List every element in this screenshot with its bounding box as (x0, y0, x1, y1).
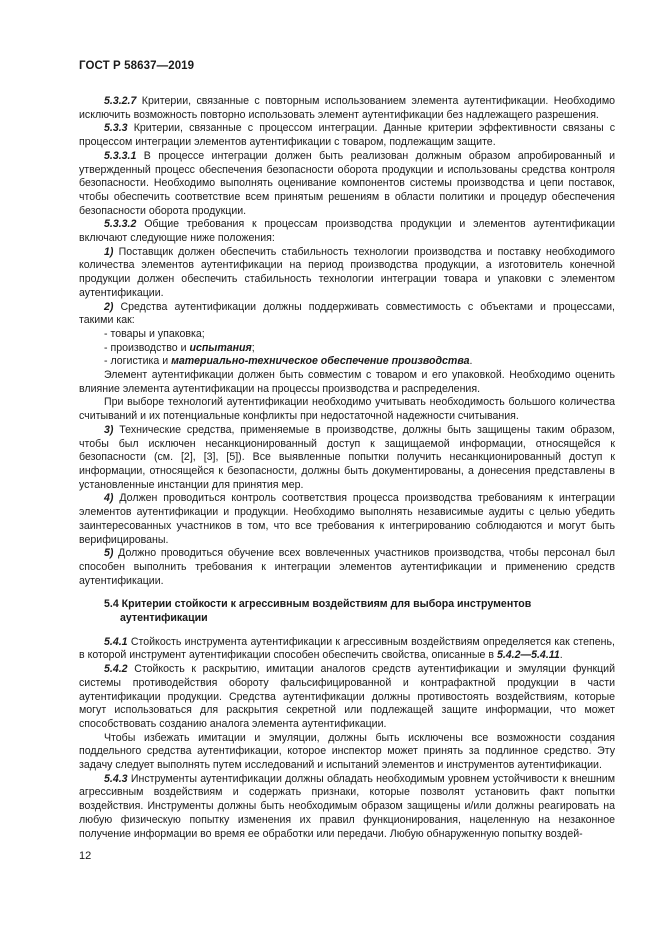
clause-number: 5.3.3 (104, 122, 128, 135)
document-header: ГОСТ Р 58637—2019 (79, 60, 195, 72)
clause-number: 3) (104, 423, 114, 436)
clause-number: 5) (104, 547, 114, 560)
paragraph (79, 424, 615, 493)
paragraph (79, 732, 615, 773)
list-item-text: - товары и упаковка; (104, 327, 205, 340)
clause-reference: 5.4.2—5.4.11 (496, 649, 560, 662)
clause-number: 5.4.3 (104, 772, 128, 785)
document-body (79, 95, 615, 841)
paragraph (79, 663, 615, 732)
paragraph (79, 636, 615, 663)
list-item (79, 342, 615, 356)
clause-number: 5.3.2.7 (104, 95, 137, 107)
paragraph-text: Критерии, связанные с процессом интеграции. Данные критерии эффективности связаны с процессом интеграции элементов аутентификации с товаром, подлежащим защите. (79, 122, 615, 149)
paragraph-text: Чтобы избежать имитации и эмуляции, должны быть исключены все возможности создания поддельного средства аутентификации, которое инспектор может принять за подлинное средство. Эту задачу следует выполнять путем исследований и испытаний элементов и инструментов аутентификации. (79, 731, 615, 772)
clause-number: 5.3.3.2 (104, 218, 137, 231)
paragraph-text: Общие требования к процессам производства продукции и элементов аутентификации включают следующие ниже положения: (79, 218, 615, 245)
paragraph (79, 95, 615, 122)
list-item (79, 355, 615, 369)
list-item-text: ; (251, 341, 255, 354)
clause-number: 5.4.2 (104, 663, 128, 676)
paragraph-text: Критерии, связанные с повторным использованием элемента аутентификации. Необходимо исключить возможность повторно использовать элемент аутентификации без надлежащего разрешения. (79, 95, 615, 121)
section-heading-line: аутентификации (120, 612, 208, 625)
paragraph (79, 773, 615, 842)
paragraph-text: Должно проводиться обучение всех вовлеченных участников производства, чтобы персонал был способен выполнить требования к интеграции элементов аутентификации и применению средств аутентификации. (79, 547, 615, 587)
paragraph (79, 492, 615, 547)
paragraph-text: Инструменты аутентификации должны обладать необходимым уровнем устойчивости к внешним агрессивным воздействиям и содержать признаки, которые позволят установить факт попытки воздействия. Инструменты должны быть необходимым образом защищены и/или должны реагировать на любую физическую попытку изменения их правил функционирования, нацеленную на незаконное получение информации во время ее обработки или передачи. Любую обнаруженную попытку воздей- (79, 772, 615, 840)
clause-number: 5.3.3.1 (104, 149, 137, 162)
page-number: 12 (79, 850, 92, 862)
emphasized-term: материально-техническое обеспечение производства (171, 355, 470, 368)
paragraph (79, 150, 615, 219)
list-item-text: . (469, 355, 473, 368)
paragraph-text: Поставщик должен обеспечить стабильность технологии производства и поставку необходимого количества элементов аутентификации на период производства продукции, а изготовитель конечной продукции должен обеспечить стабильность технологии интеграции товара и упаковки с элементом аутентификации. (79, 245, 615, 299)
paragraph (79, 218, 615, 245)
paragraph (79, 301, 615, 328)
list-item-text: - производство и (104, 341, 190, 354)
paragraph-text: Должен проводиться контроль соответствия процесса производства требованиям к интеграции элементов аутентификации и продукции. Необходимо выполнять независимые аудиты с целью убедить заинтересованных участников в том, что все требования к интегрированию соблюдаются и могут быть верифицированы. (79, 492, 615, 546)
list-item-text: - логистика и (104, 355, 172, 368)
paragraph (79, 547, 615, 588)
paragraph-text: Средства аутентификации должны поддерживать совместимость с объектами и процессами, такими как: (79, 300, 615, 327)
list-item (79, 328, 615, 342)
clause-number: 1) (104, 245, 114, 258)
paragraph-text: Технические средства, применяемые в производстве, должны быть защищены таким образом, чтобы был исключен несанкционированный доступ к защищаемой информации, относящейся к безопасности (см. [2], [3], [5]). Все выявленные попытки получить несанкционированный доступ к информации, относящейся к безопасности, должны быть документированы, а донесения представлены в установленные инстанции для принятия мер. (79, 423, 615, 491)
paragraph-text: В процессе интеграции должен быть реализован должным образом апробированный и утвержденный процесс обеспечения безопасности оборота продукции и использованы средства контроля безопасности. Необходимо выполнять оценивание компонентов системы производства и цепи поставок, чтобы обеспечить соответствие всем принятым решениям в области политики и процедур обеспечения безопасности оборота продукции. (79, 149, 615, 217)
paragraph-text: . (559, 649, 563, 662)
paragraph-text: Стойкость инструмента аутентификации к агрессивным воздействиям определяется как степень, в которой инструмент аутентификации способен обеспечить свойства, описанные в (79, 635, 615, 662)
clause-number: 5.4.1 (104, 635, 128, 648)
paragraph (79, 122, 615, 149)
paragraph (79, 246, 615, 301)
section-heading-line: 5.4 Критерии стойкости к агрессивным воздействиям для выбора инструментов (104, 598, 532, 611)
emphasized-term: испытания (189, 341, 252, 354)
paragraph (79, 369, 615, 396)
paragraph-text: Элемент аутентификации должен быть совместим с товаром и его упаковкой. Необходимо оценить влияние элемента аутентификации на процессы производства и распределения. (79, 369, 615, 395)
paragraph-text: При выборе технологий аутентификации необходимо учитывать необходимость большого количества считываний и их потенциальные конфликты при недостаточной надежности считывания. (79, 396, 615, 423)
paragraph-text: Стойкость к раскрытию, имитации аналогов средств аутентификации и эмуляции функций системы противодействия обороту фальсифицированной и контрафактной продукции в части аутентификации продукции. Средства аутентификации должны противостоять воздействиям, которые могут использоваться для раскрытия секретной или подлежащей защите информации, что может способствовать созданию аналога элемента аутентификации. (79, 663, 615, 730)
clause-number: 4) (104, 492, 114, 505)
section-heading (79, 598, 615, 625)
clause-number: 2) (104, 300, 114, 313)
paragraph (79, 396, 615, 423)
